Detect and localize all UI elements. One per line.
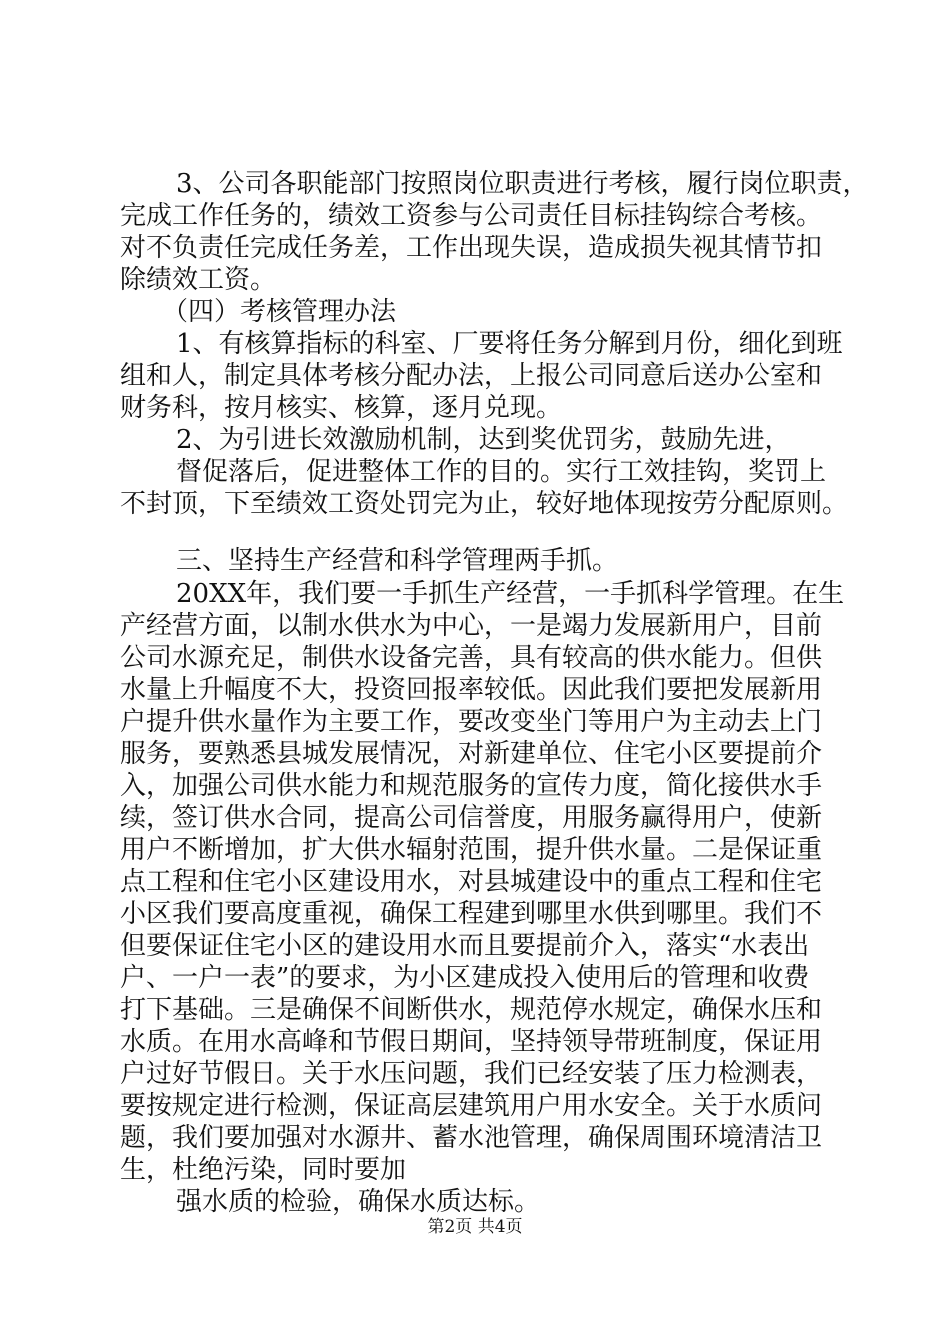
text-line: 1、有核算指标的科室、厂要将任务分解到月份，细化到班	[176, 329, 843, 359]
text-line: 财务科，按月核实、核算，逐月兑现。	[120, 393, 563, 423]
text-line: 打下基础。三是确保不间断供水，规范停水规定，确保水压和	[120, 995, 823, 1025]
section-heading: 三、坚持生产经营和科学管理两手抓。	[176, 546, 619, 576]
text-line: 完成工作任务的，绩效工资参与公司责任目标挂钩综合考核。	[120, 201, 823, 231]
text-line: 续，签订供水合同，提高公司信誉度，用服务赢得用户，使新	[120, 803, 823, 833]
text-line: 公司水源充足，制供水设备完善，具有较高的供水能力。但供	[120, 643, 823, 673]
text-line: 用户不断增加，扩大供水辐射范围，提升供水量。二是保证重	[120, 835, 823, 865]
text-line: 督促落后，促进整体工作的目的。实行工效挂钩，奖罚上	[176, 457, 827, 487]
page-number-footer: 第2页 共4页	[427, 1217, 523, 1237]
text-line: 2、为引进长效激励机制，达到奖优罚劣，鼓励先进，	[176, 425, 791, 455]
text-line: 题，我们要加强对水源井、蓄水池管理，确保周围环境清洁卫	[120, 1123, 823, 1153]
text-line: 对不负责任完成任务差，工作出现失误，造成损失视其情节扣	[120, 233, 823, 263]
text-line: 户过好节假日。关于水压问题，我们已经安装了压力检测表，	[120, 1059, 823, 1089]
text-line: 入，加强公司供水能力和规范服务的宣传力度，简化接供水手	[120, 771, 823, 801]
text-line: 20XX年，我们要一手抓生产经营，一手抓科学管理。在生	[176, 579, 845, 609]
text-line: 除绩效工资。	[120, 265, 277, 295]
text-line: 户、一户一表”的要求，为小区建成投入使用后的管理和收费	[120, 963, 810, 993]
text-line: 户提升供水量作为主要工作，要改变坐门等用户为主动去上门	[120, 707, 823, 737]
text-line: 产经营方面，以制水供水为中心，一是竭力发展新用户，目前	[120, 611, 823, 641]
text-line: 水质。在用水高峰和节假日期间，坚持领导带班制度，保证用	[120, 1027, 823, 1057]
text-line: 服务，要熟悉县城发展情况，对新建单位、住宅小区要提前介	[120, 739, 823, 769]
text-line: 强水质的检验，确保水质达标。	[176, 1187, 541, 1217]
text-line: 组和人，制定具体考核分配办法，上报公司同意后送办公室和	[120, 361, 823, 391]
text-line: 要按规定进行检测，保证高层建筑用户用水安全。关于水质问	[120, 1091, 823, 1121]
text-line: 但要保证住宅小区的建设用水而且要提前介入，落实“水表出	[120, 931, 810, 961]
text-line: 不封顶，下至绩效工资处罚完为止，较好地体现按劳分配原则。	[120, 489, 849, 519]
section-heading: （四）考核管理办法	[162, 297, 397, 327]
text-line: 点工程和住宅小区建设用水，对县城建设中的重点工程和住宅	[120, 867, 823, 897]
text-line: 生，杜绝污染，同时要加	[120, 1155, 407, 1185]
text-line: 小区我们要高度重视，确保工程建到哪里水供到哪里。我们不	[120, 899, 823, 929]
text-line: 3、公司各职能部门按照岗位职责进行考核，履行岗位职责，	[176, 169, 869, 199]
text-line: 水量上升幅度不大，投资回报率较低。因此我们要把发展新用	[120, 675, 823, 705]
